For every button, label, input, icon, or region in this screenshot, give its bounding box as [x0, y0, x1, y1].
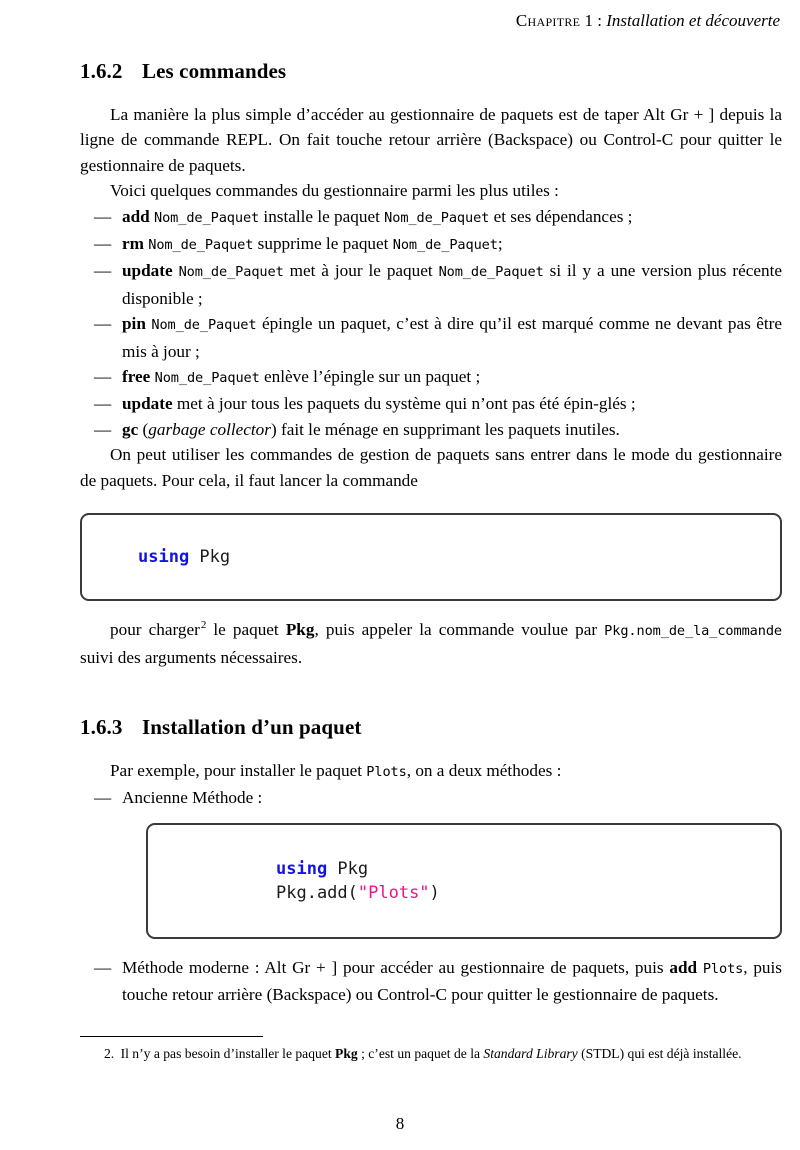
code-text: Pkg: [327, 858, 369, 879]
intro-mono-plots: Plots: [366, 763, 407, 780]
command-arg: Nom_de_Paquet: [154, 370, 260, 387]
list-item: [80, 955, 782, 1008]
command-name: gc: [122, 419, 139, 439]
command-name: add: [122, 206, 150, 226]
closing-after-sup: le paquet: [206, 620, 286, 640]
paragraph-installation-intro: [80, 758, 782, 785]
list-dash: —: [94, 957, 112, 977]
list-item: [80, 258, 782, 311]
command-arg: Nom_de_Paquet: [151, 317, 257, 334]
command-arg: Nom_de_Paquet: [154, 209, 260, 226]
section-heading-commandes: [80, 58, 782, 84]
methods-list-modern: [80, 955, 782, 1008]
list-item: [80, 391, 782, 416]
command-name: free: [122, 367, 151, 387]
code-block-pkg-add-plots: [146, 823, 782, 939]
footnote-number: 2.: [104, 1046, 115, 1061]
code-call-before: Pkg.add(: [276, 882, 358, 903]
section-title-installation: Installation d’un paquet: [142, 714, 362, 739]
paragraph-closing-commandes: [80, 617, 782, 670]
item-text-a: fait le ménage en supprimant les paquets inutiles.: [280, 419, 620, 439]
list-dash: —: [94, 206, 112, 226]
command-name: pin: [122, 314, 146, 334]
footnote-after-italic: (STDL) qui est déjà installée.: [577, 1046, 742, 1061]
command-arg: Nom_de_Paquet: [178, 264, 284, 281]
methods-list: [80, 785, 782, 810]
closing-tail: suivi des arguments nécessaires.: [80, 647, 303, 667]
item-text-a: met à jour tous les paquets du système qui n’ont pas été épin-glés ;: [176, 394, 636, 414]
paragraph-commandes-intro: La manière la plus simple d’accéder au gestionnaire de paquets est de taper Alt Gr + ] depuis la ligne de commande REPL. On fait touche retour arrière (Backspace) ou Control-C pour quitter le gestionnaire de paquets.: [80, 105, 782, 175]
section-title-commandes: Les commandes: [142, 59, 287, 83]
method-modern-text-a: Méthode moderne : Alt Gr + ] pour accéder au gestionnaire de paquets, puis: [122, 957, 670, 977]
closing-middle: , puis appeler la commande voulue par: [314, 620, 605, 640]
item-text-b: ;: [497, 234, 503, 254]
code-call-after: ): [429, 882, 440, 903]
section-number-installation: 1.6.3: [80, 714, 123, 739]
footnote-rule: [80, 1036, 263, 1037]
closing-before-sup: pour charger: [110, 620, 200, 640]
footnote-text: [80, 1044, 782, 1063]
running-head: [80, 10, 780, 32]
item-text-a: met à jour le paquet: [289, 261, 433, 281]
intro-after: , on a deux méthodes :: [406, 760, 562, 780]
commands-list: [80, 204, 782, 443]
item-mono-b: Nom_de_Paquet: [392, 237, 498, 254]
item-mono-b: Nom_de_Paquet: [438, 264, 544, 281]
method-old-label: Ancienne Méthode :: [122, 788, 263, 808]
closing-mono-command: Pkg.nom_de_la_commande: [604, 623, 783, 640]
list-item: [80, 311, 782, 364]
paragraph-list-lead: Voici quelques commandes du gestionnaire parmi les plus utiles :: [110, 181, 559, 201]
code-string-literal: "Plots": [357, 882, 430, 903]
list-dash: —: [94, 261, 112, 281]
item-text-a: supprime le paquet: [257, 234, 389, 254]
footnote-before-bold: Il n’y a pas besoin d’installer le paquet: [120, 1046, 336, 1061]
intro-before: Par exemple, pour installer le paquet: [110, 760, 367, 780]
page-body: [80, 58, 782, 1008]
footnote-area: [80, 1036, 782, 1063]
list-dash: —: [94, 419, 112, 439]
footnote-italic-standard-library: Standard Library: [483, 1046, 578, 1061]
command-name: update: [122, 394, 173, 414]
method-modern-mono-arg: Plots: [702, 960, 744, 977]
section-number-commandes: 1.6.2: [80, 59, 123, 83]
code-text: Pkg: [189, 547, 231, 568]
paragraph-after-list: On peut utiliser les commandes de gestion de paquets sans entrer dans le mode du gestionnaire de paquets. Pour cela, il faut lancer la commande: [80, 445, 782, 490]
list-item: [80, 204, 782, 231]
item-text-b: et ses dépendances ;: [493, 206, 633, 226]
command-name: update: [122, 261, 173, 281]
list-dash: —: [94, 394, 112, 414]
item-mono-b: Nom_de_Paquet: [384, 209, 490, 226]
footnote-bold-pkg: Pkg: [335, 1046, 358, 1061]
method-modern-text-b: , puis touche retour arrière (Backspace) ou Control-C pour quitter le gestionnaire de paquets.: [122, 957, 782, 1005]
list-item: [80, 364, 782, 391]
running-head-chapter-title: Installation et découverte: [606, 11, 780, 30]
section-heading-installation: [80, 714, 782, 740]
command-name: rm: [122, 234, 144, 254]
page-number: 8: [395, 1114, 405, 1133]
running-head-chapter-label: Chapitre: [515, 11, 581, 30]
list-dash: —: [94, 367, 112, 387]
list-dash: —: [94, 234, 112, 254]
list-item: — gc (garbage collector) fait le ménage en supprimant les paquets inutiles.: [80, 417, 782, 442]
item-text-a: enlève l’épingle sur un paquet ;: [264, 367, 481, 387]
code-keyword: using: [276, 858, 328, 879]
method-modern-bold-command: add: [669, 957, 698, 977]
footnote-marker: 2: [200, 619, 207, 632]
closing-bold-pkg: Pkg: [285, 620, 315, 640]
item-text-a: installe le paquet: [263, 206, 380, 226]
item-text-b: si il y a une version plus récente disponible ;: [122, 261, 783, 308]
command-gloss: garbage collector: [148, 419, 271, 439]
running-head-separator: :: [593, 11, 607, 30]
item-text-a: épingle un paquet, c’est à dire qu’il est marqué comme ne devant pas être mis à jour ;: [122, 314, 783, 361]
code-keyword: using: [138, 547, 190, 568]
footnote-middle: ; c’est un paquet de la: [357, 1046, 484, 1061]
running-head-chapter-number: 1: [584, 11, 594, 30]
code-line: [276, 881, 780, 905]
list-dash: —: [94, 314, 112, 334]
command-arg: Nom_de_Paquet: [148, 237, 254, 254]
list-dash: —: [94, 788, 112, 808]
code-line: [138, 545, 780, 569]
list-item: [80, 785, 782, 810]
code-line: [276, 857, 780, 881]
list-item: [80, 231, 782, 258]
code-block-using-pkg: [80, 513, 782, 601]
